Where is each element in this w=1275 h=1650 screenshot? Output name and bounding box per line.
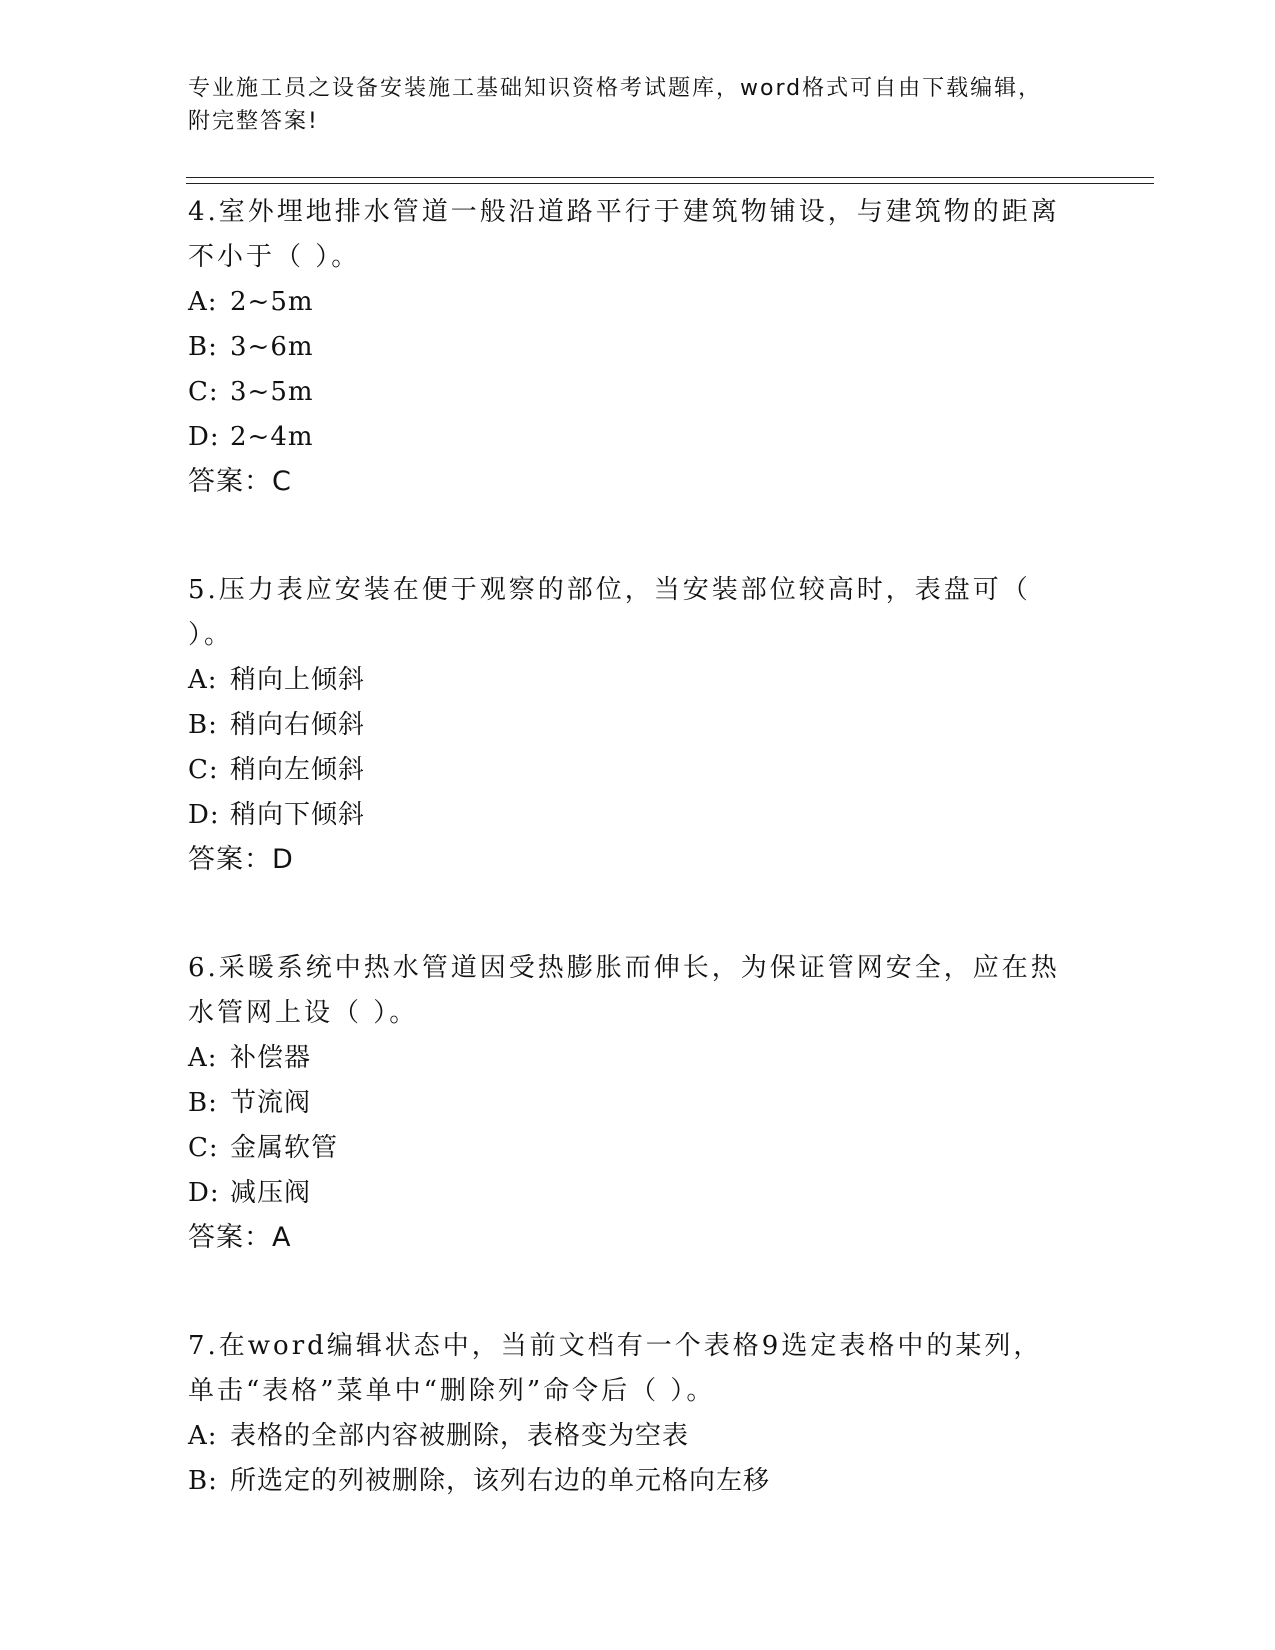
option-c: [188, 1126, 1088, 1171]
option-key: B:: [188, 1466, 218, 1496]
option-c: [188, 370, 1088, 415]
option-text: 稍向下倾斜: [230, 800, 366, 830]
option-text: 所选定的列被删除，该列右边的单元格向左移: [230, 1466, 771, 1496]
option-a: [188, 658, 1088, 703]
option-c: [188, 748, 1088, 793]
option-text: 表格的全部内容被删除，表格变为空表: [230, 1421, 690, 1451]
option-text: 稍向左倾斜: [230, 755, 366, 785]
option-key: D:: [188, 800, 220, 830]
option-b: [188, 1081, 1088, 1126]
option-text: 3~5m: [230, 377, 314, 407]
option-key: B:: [188, 1088, 218, 1118]
answer-line: 答案：A: [188, 1222, 292, 1253]
option-text: 稍向右倾斜: [230, 710, 366, 740]
option-b: [188, 1459, 1088, 1504]
question-stem: 5.压力表应安装在便于观察的部位，当安装部位较高时，表盘可（ ）。: [188, 575, 1031, 650]
question-4: [188, 190, 1088, 504]
option-d: [188, 1171, 1088, 1216]
option-key: D:: [188, 1178, 220, 1208]
option-a: [188, 1036, 1088, 1081]
option-text: 节流阀: [230, 1088, 312, 1118]
header-divider-top: [186, 177, 1154, 178]
option-a: [188, 280, 1088, 325]
option-key: C:: [188, 755, 219, 785]
option-key: A:: [188, 287, 218, 317]
question-7: [188, 1324, 1088, 1504]
option-text: 2~5m: [230, 287, 314, 317]
option-b: [188, 703, 1088, 748]
option-key: A:: [188, 665, 218, 695]
question-stem: 7.在word编辑状态中，当前文档有一个表格9选定表格中的某列，单击“表格”菜单中“删除列”命令后（ ）。: [188, 1331, 1043, 1406]
option-d: [188, 793, 1088, 838]
question-5: [188, 568, 1088, 882]
answer-line: 答案：D: [188, 844, 294, 875]
option-key: B:: [188, 332, 218, 362]
question-6: [188, 946, 1088, 1260]
option-text: 2~4m: [230, 422, 314, 452]
option-text: 3~6m: [230, 332, 314, 362]
option-key: A:: [188, 1043, 218, 1073]
header-divider-bottom: [186, 183, 1154, 184]
header-title-line-1: 专业施工员之设备安装施工基础知识资格考试题库，word格式可自由下载编辑，: [188, 76, 1043, 101]
option-text: 补偿器: [230, 1043, 312, 1073]
option-a: [188, 1414, 1088, 1459]
option-text: 金属软管: [230, 1133, 339, 1163]
option-d: [188, 415, 1088, 460]
header-title-line-2: 附完整答案!: [188, 109, 319, 134]
option-key: A:: [188, 1421, 218, 1451]
option-text: 减压阀: [230, 1178, 312, 1208]
document-header: [188, 72, 1068, 138]
option-key: B:: [188, 710, 218, 740]
option-b: [188, 325, 1088, 370]
question-stem: 4.室外埋地排水管道一般沿道路平行于建筑物铺设，与建筑物的距离不小于（ ）。: [188, 197, 1060, 272]
option-key: C:: [188, 1133, 219, 1163]
option-key: D:: [188, 422, 220, 452]
question-stem: 6.采暖系统中热水管道因受热膨胀而伸长，为保证管网安全，应在热水管网上设（ ）。: [188, 953, 1060, 1028]
answer-line: 答案：C: [188, 466, 292, 497]
question-list: [188, 190, 1088, 1504]
option-text: 稍向上倾斜: [230, 665, 366, 695]
option-key: C:: [188, 377, 219, 407]
